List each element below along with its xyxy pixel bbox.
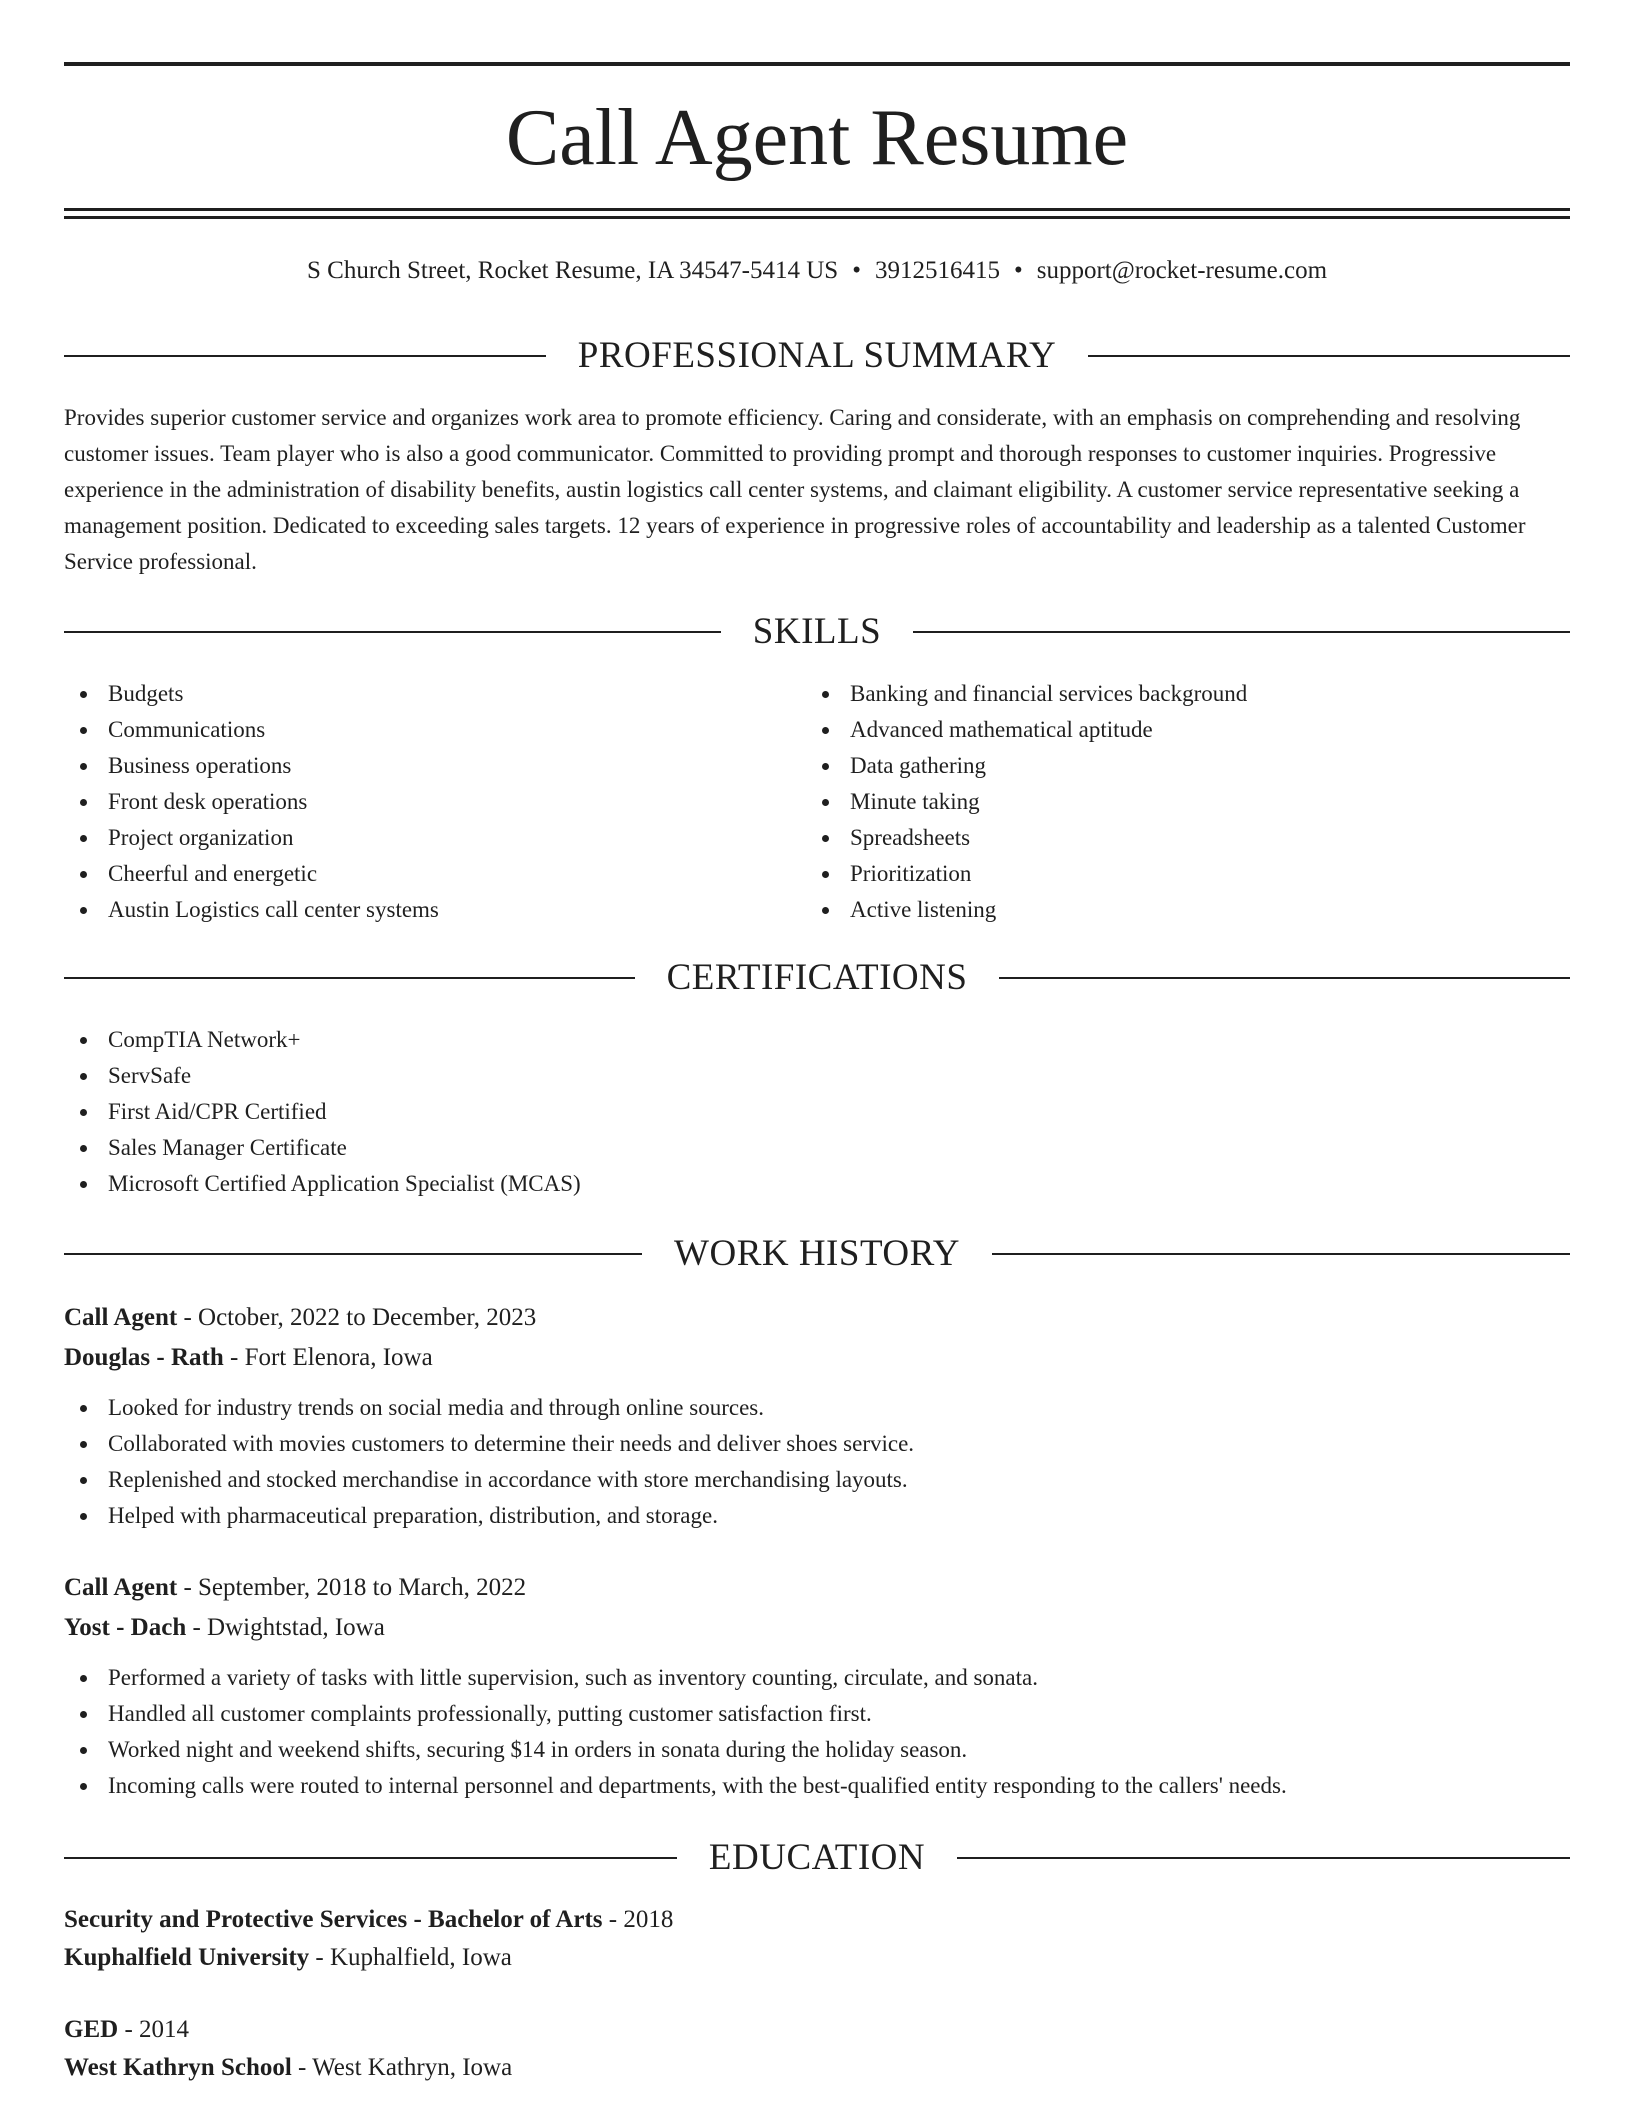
summary-text: Provides superior customer service and organizes work area to promote efficiency. Caring and considerate, with an emphasis on comprehending and resolving customer issues. Team player who is also a good communicator. Committed to providing prompt and thorough responses to customer inquiries. Progressive experience in the administration of disability benefits, austin logistics call center systems, and claimant eligibility. A customer service representative seeking a management position. Dedicated to exceeding sales targets. 12 years of experience in progressive roles of accountability and leadership as a talented Customer Service professional. [64, 405, 1526, 574]
skills-list-right [806, 676, 1566, 928]
skill-item: Prioritization [806, 856, 1566, 892]
job-duty-item: Replenished and stocked merchandise in accordance with store merchandising layouts. [64, 1462, 1570, 1498]
job-duty-item: Looked for industry trends on social media and through online sources. [64, 1390, 1570, 1426]
job-dates: - September, 2018 to March, 2022 [177, 1574, 527, 1601]
education-year: - 2014 [118, 2016, 190, 2043]
job-company-line [64, 1338, 1570, 1378]
certification-item: Sales Manager Certificate [64, 1130, 1064, 1166]
title-rule-upper [64, 208, 1570, 211]
heading-rule-left [64, 977, 635, 979]
skill-item: Budgets [64, 676, 804, 712]
skill-item: Spreadsheets [806, 820, 1566, 856]
education-school: Kuphalfield University [64, 1944, 310, 1971]
job-duties-list [64, 1390, 1570, 1534]
top-rule [64, 62, 1570, 66]
section-heading-label: EDUCATION [708, 1837, 926, 1878]
skill-item: Front desk operations [64, 784, 804, 820]
heading-rule-left [64, 631, 721, 633]
skill-item: Minute taking [806, 784, 1566, 820]
certification-item: CompTIA Network+ [64, 1022, 1064, 1058]
skill-item: Banking and financial services background [806, 676, 1566, 712]
job-location: - Fort Elenora, Iowa [223, 1344, 433, 1371]
education-school: West Kathryn School [64, 2054, 292, 2081]
certifications-list [64, 1022, 1064, 1202]
heading-rule-left [64, 1857, 677, 1859]
section-heading-label: PROFESSIONAL SUMMARY [577, 335, 1057, 376]
skills-list-left [64, 676, 804, 928]
education-degree: GED [64, 2016, 119, 2043]
section-heading-education [64, 1836, 1570, 1880]
education-school-line [64, 2048, 1570, 2088]
section-heading-label: WORK HISTORY [674, 1233, 960, 1274]
heading-rule-right [957, 1857, 1570, 1859]
skill-item: Advanced mathematical aptitude [806, 712, 1566, 748]
job-duty-item: Helped with pharmaceutical preparation, distribution, and storage. [64, 1498, 1570, 1534]
education-school-line [64, 1938, 1570, 1978]
education-location: - Kuphalfield, Iowa [309, 1944, 512, 1971]
job-duty-item: Performed a variety of tasks with little supervision, such as inventory counting, circulate, and sonata. [64, 1660, 1570, 1696]
education-degree-line [64, 1900, 1570, 1940]
certification-item: First Aid/CPR Certified [64, 1094, 1064, 1130]
job-duty-item: Incoming calls were routed to internal personnel and departments, with the best-qualified entity responding to the callers' needs. [64, 1768, 1570, 1804]
contact-separator: • [852, 257, 861, 284]
certification-item: Microsoft Certified Application Specialist (MCAS) [64, 1166, 1064, 1202]
heading-rule-left [64, 355, 546, 357]
skill-item: Data gathering [806, 748, 1566, 784]
heading-rule-right [999, 977, 1570, 979]
skill-item: Business operations [64, 748, 804, 784]
job-dates: - October, 2022 to December, 2023 [177, 1304, 537, 1331]
section-heading-work-history [64, 1232, 1570, 1276]
job-company: Douglas - Rath [64, 1344, 224, 1371]
section-heading-certifications [64, 956, 1570, 1000]
contact-phone: 3912516415 [874, 257, 1000, 284]
section-heading-label: CERTIFICATIONS [666, 957, 968, 998]
contact-separator: • [1013, 257, 1023, 284]
heading-rule-right [1088, 355, 1570, 357]
education-location: - West Kathryn, Iowa [291, 2054, 513, 2081]
skill-item: Austin Logistics call center systems [64, 892, 804, 928]
section-heading-skills [64, 610, 1570, 654]
education-year: - 2018 [602, 1906, 674, 1933]
certification-item: ServSafe [64, 1058, 1064, 1094]
heading-rule-right [992, 1253, 1570, 1255]
heading-rule-right [913, 631, 1570, 633]
job-company: Yost - Dach [64, 1614, 187, 1641]
contact-address: S Church Street, Rocket Resume, IA 34547-5414 US [306, 257, 839, 284]
job-duty-item: Handled all customer complaints professionally, putting customer satisfaction first. [64, 1696, 1570, 1732]
contact-email: support@rocket-resume.com [1036, 257, 1328, 284]
skill-item: Project organization [64, 820, 804, 856]
job-duty-item: Worked night and weekend shifts, securing $14 in orders in sonata during the holiday season. [64, 1732, 1570, 1768]
job-company-line [64, 1608, 1570, 1648]
job-title-line [64, 1568, 1570, 1608]
job-duties-list [64, 1660, 1570, 1804]
resume-title: Call Agent Resume [505, 94, 1129, 182]
title-rule-lower [64, 216, 1570, 219]
job-title-line [64, 1298, 1570, 1338]
job-title: Call Agent [64, 1574, 178, 1601]
skill-item: Active listening [806, 892, 1566, 928]
education-degree: Security and Protective Services - Bachelor of Arts [64, 1906, 603, 1933]
section-heading-summary [64, 334, 1570, 378]
job-title: Call Agent [64, 1304, 178, 1331]
skill-item: Cheerful and energetic [64, 856, 804, 892]
contact-line [64, 254, 1570, 288]
heading-rule-left [64, 1253, 642, 1255]
education-degree-line [64, 2010, 1570, 2050]
section-heading-label: SKILLS [752, 611, 882, 652]
job-location: - Dwightstad, Iowa [186, 1614, 385, 1641]
skill-item: Communications [64, 712, 804, 748]
job-duty-item: Collaborated with movies customers to determine their needs and deliver shoes service. [64, 1426, 1570, 1462]
